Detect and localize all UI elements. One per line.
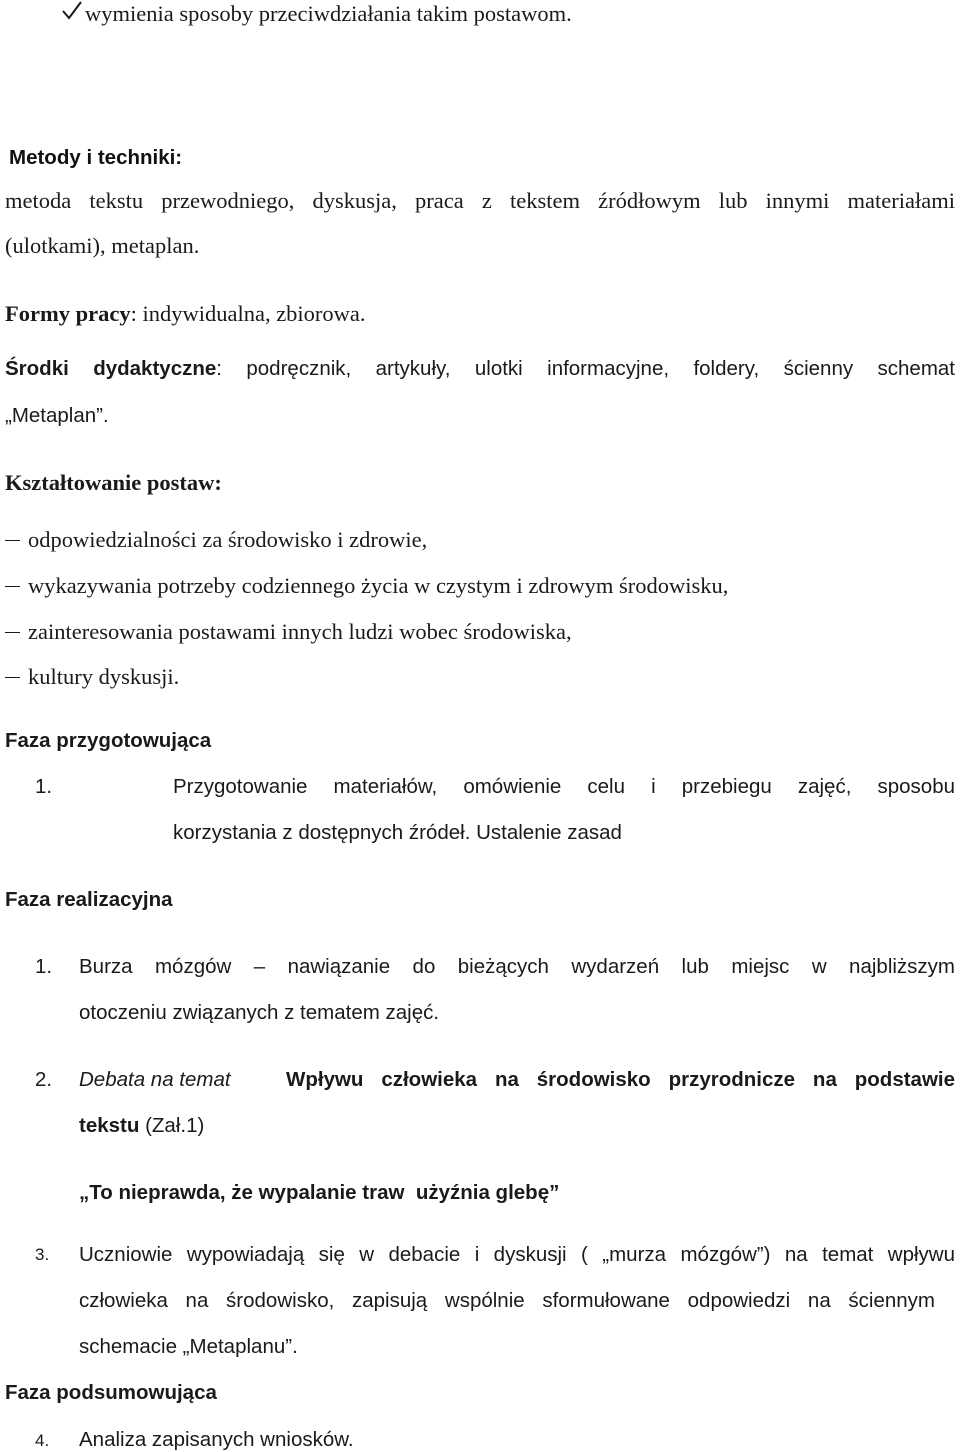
phase-real-item1-line2: otoczeniu związanych z tematem zajęć. — [79, 1001, 440, 1024]
phase-real-item3-line3: schemacie „Metaplanu”. — [79, 1335, 298, 1358]
phase-prep-line2: korzystania z dostępnych źródeł. Ustalenie zasad — [173, 821, 622, 844]
forms-line — [5, 301, 366, 327]
phase-real-item2-num: 2. — [35, 1068, 53, 1091]
dash-bullet-icon — [5, 540, 20, 541]
phase-real-item1-num: 1. — [35, 955, 53, 978]
methods-heading: Metody i techniki: — [9, 146, 183, 169]
phase-real-item2-note: (Zał.1) — [139, 1114, 205, 1137]
check-mark-icon — [60, 0, 84, 22]
means-value-line1: : podręcznik, artykuły, ulotki informacyjne, foldery, ścienny schemat — [216, 357, 955, 380]
phase-sum-heading: Faza podsumowująca — [5, 1381, 217, 1404]
phase-real-item2-italic: Debata na temat — [79, 1068, 231, 1091]
forms-label: Formy pracy — [5, 301, 131, 326]
attitude-item: odpowiedzialności za środowisko i zdrowie, — [28, 527, 428, 552]
phase-prep-line1: Przygotowanie materiałów, omówienie celu i przebiegu zajęć, sposobu — [173, 775, 955, 798]
attitudes-heading: Kształtowanie postaw: — [5, 470, 222, 495]
phase-sum-num: 4. — [35, 1431, 50, 1450]
phase-prep-heading: Faza przygotowująca — [5, 729, 212, 752]
phase-prep-num: 1. — [35, 775, 53, 798]
objective-item: wymienia sposoby przeciwdziałania takim postawom. — [85, 1, 572, 26]
debate-quote: „To nieprawda, że wypalanie traw użyźnia glebę” — [79, 1181, 560, 1204]
methods-text-line2: (ulotkami), metaplan. — [5, 233, 200, 258]
attitude-item: kultury dyskusji. — [28, 664, 180, 689]
phase-real-item2-line2 — [79, 1114, 204, 1138]
phase-real-item1-line1: Burza mózgów – nawiązanie do bieżących wydarzeń lub miejsc w najbliższym — [79, 955, 955, 978]
dash-bullet-icon — [5, 632, 20, 633]
attitude-item: zainteresowania postawami innych ludzi wobec środowiska, — [28, 619, 572, 644]
means-line1 — [5, 357, 955, 381]
dash-bullet-icon — [5, 586, 20, 587]
phase-real-item2-bold-line2: tekstu — [79, 1114, 140, 1137]
means-label: Środki dydaktyczne — [5, 357, 217, 380]
methods-text-line1: metoda tekstu przewodniego, dyskusja, praca z tekstem źródłowym lub innymi materiałami — [5, 188, 955, 213]
phase-sum-text: Analiza zapisanych wniosków. — [79, 1428, 354, 1451]
phase-real-heading: Faza realizacyjna — [5, 888, 173, 911]
phase-real-item3-line1: Uczniowie wypowiadają się w debacie i dyskusji ( „murza mózgów”) na temat wpływu — [79, 1243, 955, 1266]
phase-real-item3-num: 3. — [35, 1245, 50, 1264]
phase-real-item2-bold: Wpływu człowieka na środowisko przyrodnicze na podstawie — [286, 1068, 955, 1091]
attitude-item: wykazywania potrzeby codziennego życia w czystym i zdrowym środowisku, — [28, 573, 729, 598]
phase-real-item3-line2: człowieka na środowisko, zapisują wspólnie sformułowane odpowiedzi na ściennym — [79, 1289, 935, 1312]
means-value-line2: „Metaplan”. — [5, 404, 109, 427]
dash-bullet-icon — [5, 677, 20, 678]
forms-value: : indywidualna, zbiorowa. — [130, 301, 366, 326]
